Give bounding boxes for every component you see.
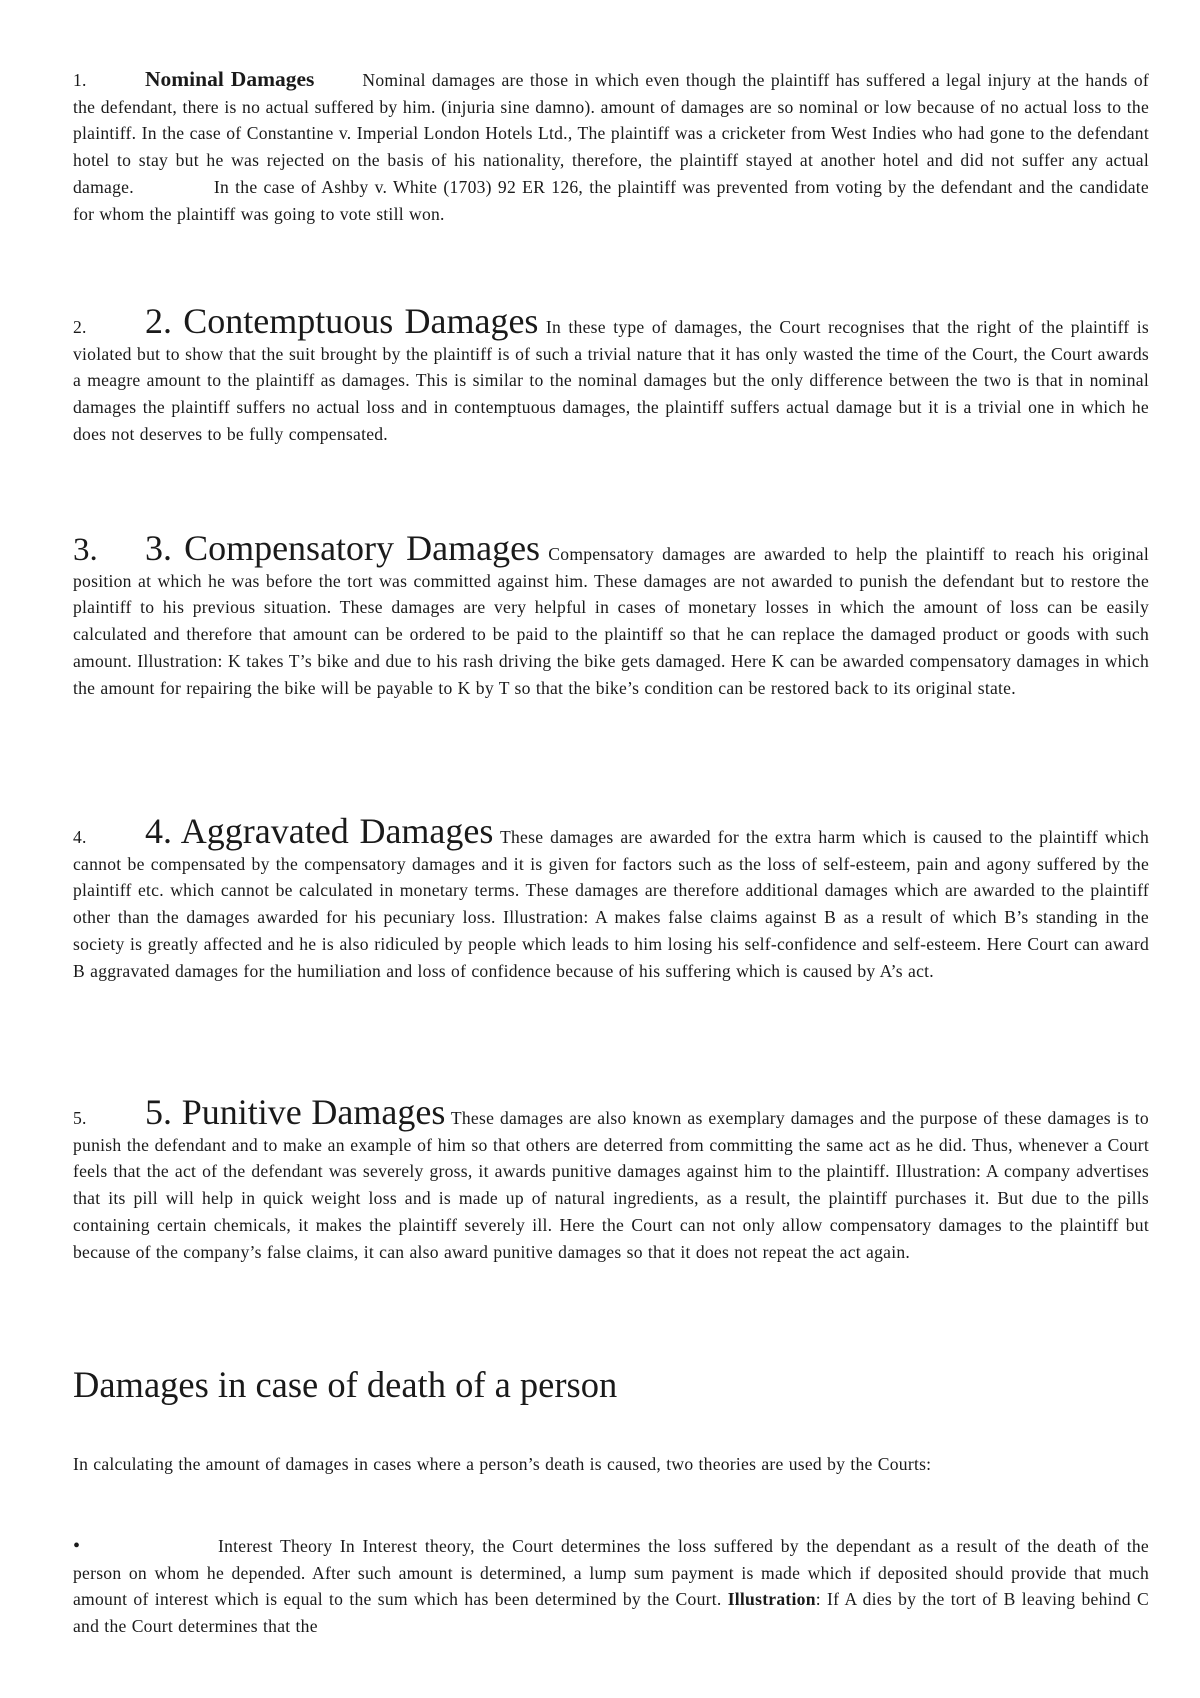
section-text: These damages are also known as exemplary damages and the purpose of these damages is to punish the defendant and to make an example of him so that others are deterred from committing the same act as he did. Thus, whenever a Court feels that the act of the defendant was severely gross, it awards punitive damages against him to the plaintiff. Illustration: A company advertises that its pill will help in quick weight loss and is made up of natural ingredients, as a result, the plaintiff purchases it. But due to the pills containing certain chemicals, it makes the plaintiff severely ill. Here the Court can not only allow compensatory damages to the plaintiff but because of the company’s false claims, it can also award punitive damages so that it does not repeat the act again.	[73, 1108, 1149, 1262]
death-intro	[73, 1451, 1149, 1478]
section-aggravated-damages	[73, 811, 1149, 984]
item-number: 2.	[73, 317, 87, 337]
section-title: Nominal Damages	[145, 67, 315, 91]
section-title: 4. Aggravated Damages	[145, 811, 494, 851]
heading-damages-death: Damages in case of death of a person	[73, 1364, 618, 1405]
section-text: Compensatory damages are awarded to help the plaintiff to reach his original position at which he was before the tort was committed against him. These damages are not awarded to punish the defendant but to restore the plaintiff to his previous situation. These damages are very helpful in cases of monetary losses in which the amount of loss can be easily calculated and therefore that amount can be ordered to be paid to the plaintiff so that he can replace the damaged product or goods with such amount. Illustration: K takes T’s bike and due to his rash driving the bike gets damaged. Here K can be awarded compensatory damages in which the amount for repairing the bike will be payable to K by T so that the bike’s condition can be restored back to its original state.	[73, 544, 1149, 698]
section-text: In these type of damages, the Court recognises that the right of the plaintiff is violated but to show that the suit brought by the plaintiff is of such a trivial nature that it has only wasted the time of the Court, the Court awards a meagre amount to the plaintiff as damages. This is similar to the nominal damages but the only difference between the two is that in nominal damages the plaintiff suffers no actual loss and in contemptuous damages, the plaintiff suffers actual damage but it is a trivial one in which he does not deserves to be fully compensated.	[73, 317, 1150, 444]
bullet-text-tail: : If A dies by the tort of B leaving behind C and the Court determines that the	[73, 1589, 1149, 1637]
section-compensatory-damages	[73, 528, 1149, 701]
section-text: These damages are awarded for the extra harm which is caused to the plaintiff which cannot be compensated by the compensatory damages and it is given for factors such as the loss of self-esteem, pain and agony suffered by the plaintiff etc. which cannot be calculated in monetary terms. These damages are therefore additional damages which are awarded to the plaintiff other than the damages awarded for his pecuniary loss. Illustration: A makes false claims against B as a result of which B’s standing in the society is greatly affected and he is also ridiculed by people which leads to him losing his self-confidence and self-esteem. Here Court can award B aggravated damages for the humiliation and loss of confidence because of his suffering which is caused by A’s act.	[73, 827, 1149, 981]
intro-paragraph: In calculating the amount of damages in cases where a person’s death is caused, two theories are used by the Courts:	[73, 1454, 932, 1474]
item-number: 1.	[73, 70, 87, 90]
section-text-continued: In the case of Ashby v. White (1703) 92 ER 126, the plaintiff was prevented from voting by the defendant and the candidate for whom the plaintiff was going to vote still won.	[73, 176, 1149, 224]
bullet-paragraph	[73, 1533, 1149, 1640]
list-item-interest-theory	[73, 1533, 1149, 1640]
paragraph-nominal-damages	[73, 66, 1149, 227]
item-number: 5.	[73, 1108, 87, 1128]
section-punitive-damages	[73, 1092, 1149, 1265]
bullet-text: Interest Theory In Interest theory, the Court determines the loss suffered by the dependant as a result of the death of the person on whom he depended. After such amount is determined, a lump sum payment is made which if deposited should provide that much amount of interest which is equal to the sum which has been determined by the Court.	[73, 1536, 1149, 1610]
section-nominal-damages	[73, 66, 1149, 227]
section-title: 2. Contemptuous Damages	[145, 301, 539, 341]
paragraph-punitive-damages	[73, 1092, 1149, 1265]
section-text: Nominal damages are those in which even though the plaintiff has suffered a legal injury at the hands of the defendant, there is no actual suffered by him. (injuria sine damno). amount of damages are so nominal or low because of no actual loss to the plaintiff. In the case of Constantine v. Imperial London Hotels Ltd., The plaintiff was a cricketer from West Indies who had gone to the defendant hotel to stay but he was rejected on the basis of his nationality, therefore, the plaintiff stayed at another hotel and did not suffer any actual damage.	[73, 70, 1149, 197]
bullet-icon: •	[73, 1535, 81, 1557]
paragraph-contemptuous-damages	[73, 301, 1150, 448]
paragraph-compensatory-damages	[73, 528, 1149, 701]
section-title: 5. Punitive Damages	[145, 1092, 446, 1132]
paragraph-aggravated-damages	[73, 811, 1149, 984]
illustration-label: Illustration	[727, 1589, 816, 1610]
item-number: 3.	[73, 532, 98, 568]
section-contemptuous-damages	[73, 301, 1150, 448]
item-number: 4.	[73, 827, 87, 847]
section-title: 3. Compensatory Damages	[145, 528, 541, 568]
